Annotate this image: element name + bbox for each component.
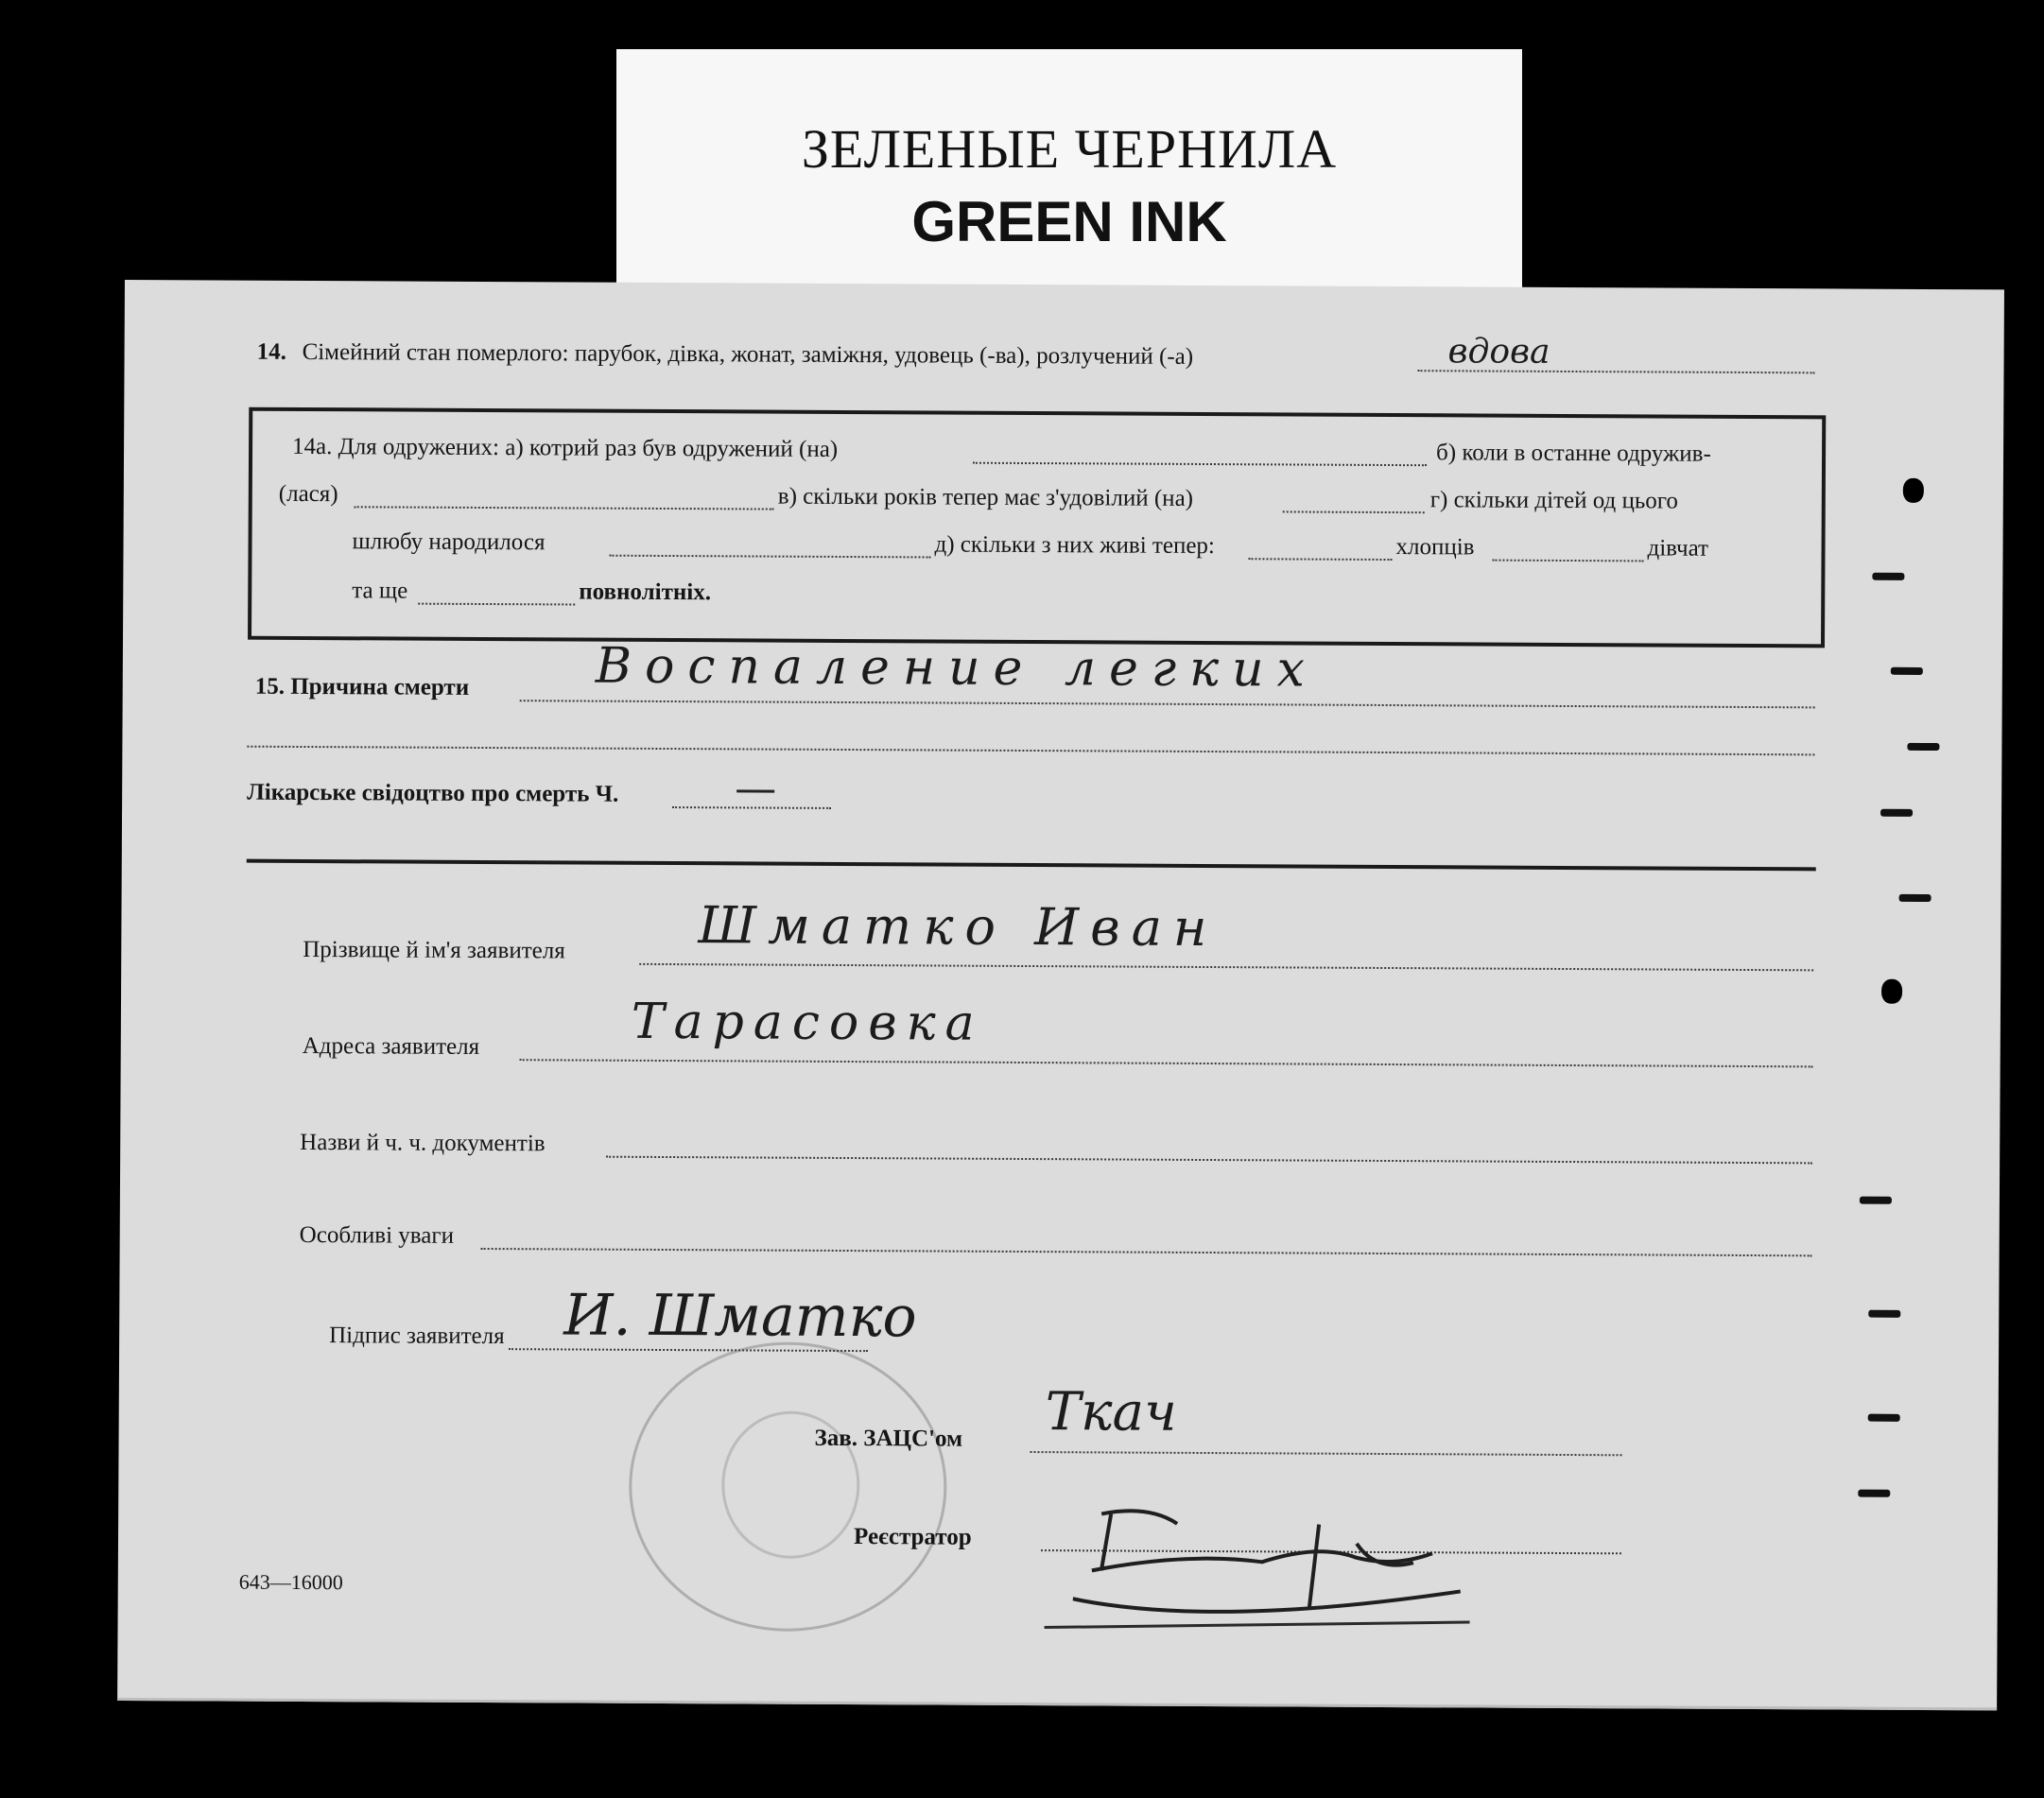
- green-ink-note-card: [616, 49, 1522, 297]
- item14a-adults-line: [418, 603, 575, 606]
- item14-label: Сімейний стан померлого: парубок, дівка, жонат, заміжня, удовець (-ва), розлучений (-а): [302, 338, 1194, 370]
- binding-hole: [1903, 478, 1924, 503]
- binding-mark: [1860, 1197, 1892, 1204]
- item14a-line2-b: в) скільки років тепер має з'удовілий (на): [777, 483, 1194, 511]
- item14a-boys-line: [1248, 558, 1392, 561]
- binding-mark: [1868, 1414, 1900, 1422]
- binding-mark: [1891, 667, 1923, 675]
- item14a-last-married-line: [355, 506, 774, 510]
- print-code: 643—16000: [238, 1569, 343, 1595]
- item14a-line1-a: 14а. Для одружених: а) котрий раз був одружений (на): [292, 433, 839, 462]
- registrar-label: Реєстратор: [853, 1524, 972, 1550]
- official-seal-stamp: [629, 1341, 948, 1633]
- remarks-line: [481, 1248, 1812, 1256]
- binding-hole: [1881, 979, 1902, 1004]
- binding-mark: [1880, 809, 1913, 817]
- medical-certificate-number-line: [672, 806, 831, 809]
- item15-answer-line-2: [247, 746, 1814, 756]
- item14a-line4-b: повнолітніх.: [579, 579, 712, 606]
- applicant-name-label: Прізвище й ім'я заявителя: [303, 936, 565, 964]
- applicant-address-line: [520, 1059, 1813, 1067]
- item14-number: 14.: [256, 338, 286, 365]
- item14a-line3-a: шлюбу народилося: [352, 528, 546, 556]
- applicant-name-handwritten: Шматко Иван: [698, 895, 1219, 959]
- registry-head-label: Зав. ЗАЦС'ом: [814, 1425, 963, 1452]
- applicant-signature-handwritten: И. Шматко: [563, 1282, 917, 1351]
- binding-mark: [1872, 573, 1904, 580]
- item15-answer-line-1: [520, 700, 1815, 708]
- registration-form-sheet: [117, 280, 2004, 1710]
- applicant-address-label: Адреса заявителя: [302, 1032, 480, 1060]
- item14a-line1-b: б) коли в останне одружив-: [1435, 440, 1711, 467]
- item14a-times-married-line: [973, 462, 1427, 467]
- applicant-signature-label: Підпис заявителя: [329, 1323, 505, 1350]
- binding-mark: [1899, 894, 1931, 902]
- item14a-line3-d: дівчат: [1647, 535, 1709, 562]
- binding-mark: [1858, 1490, 1890, 1497]
- binding-mark: [1907, 743, 1939, 751]
- registrar-signature: [1073, 1485, 1471, 1629]
- registry-head-signature-line: [1031, 1451, 1622, 1456]
- item14-handwritten-value: вдова: [1447, 332, 1550, 372]
- documents-label: Назви й ч. ч. документів: [300, 1129, 546, 1157]
- item14a-girls-line: [1492, 560, 1643, 562]
- medical-certificate-label: Лікарське свідоцтво про смерть Ч.: [247, 779, 619, 807]
- remarks-label: Особливі уваги: [299, 1221, 455, 1249]
- item14a-married-section: [248, 407, 1826, 648]
- binding-mark: [1868, 1310, 1900, 1318]
- section-divider: [247, 859, 1816, 872]
- item14a-line3-c: хлопців: [1395, 534, 1475, 561]
- item14a-line3-b: д) скільки з них живі тепер:: [934, 531, 1215, 560]
- item14a-children-born-line: [609, 555, 930, 559]
- item14a-line2-c: г) скільки дітей од цього: [1429, 487, 1679, 514]
- item15-label: 15. Причина смерти: [254, 673, 470, 700]
- item14a-widowed-years-line: [1283, 510, 1425, 513]
- item15-handwritten-cause: Воспаление легких: [595, 637, 1319, 699]
- note-card-russian-line: ЗЕЛЕНЫЕ ЧЕРНИЛА: [801, 118, 1338, 180]
- item14a-line4-a: та ще: [352, 578, 408, 604]
- medical-certificate-dash-mark: [736, 789, 774, 792]
- registry-head-signature: Ткач: [1045, 1381, 1177, 1444]
- applicant-name-line: [639, 963, 1813, 972]
- documents-line: [606, 1156, 1812, 1165]
- applicant-address-handwritten: Тарасовка: [631, 993, 984, 1052]
- note-card-english-line: GREEN INK: [911, 190, 1227, 253]
- item14a-line2-a: (лася): [278, 480, 338, 508]
